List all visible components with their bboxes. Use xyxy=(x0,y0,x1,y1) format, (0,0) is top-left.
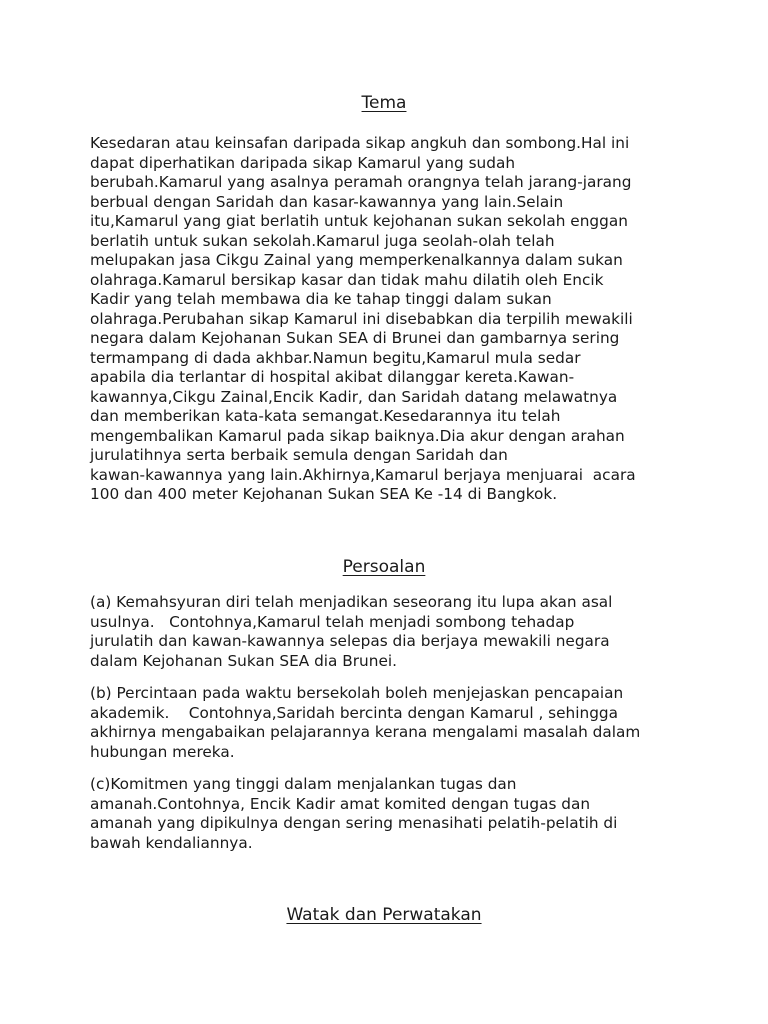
text-line: itu,Kamarul yang giat berlatih untuk kejohanan sukan sekolah enggan xyxy=(90,212,628,230)
text-line: olahraga.Kamarul bersikap kasar dan tidak mahu dilatih oleh Encik xyxy=(90,270,604,289)
persoalan-item-c xyxy=(90,775,682,853)
text-line: mengembalikan Kamarul pada sikap baiknya.Dia akur dengan arahan xyxy=(90,426,625,445)
text-line: melupakan jasa Cikgu Zainal yang memperkenalkannya dalam sukan xyxy=(90,251,623,269)
tema-paragraph xyxy=(90,134,682,505)
text-line: kawan-kawannya yang lain.Akhirnya,Kamarul berjaya menjuarai acara xyxy=(90,465,636,484)
text-line: apabila dia terlantar di hospital akibat dilanggar kereta.Kawan- xyxy=(90,368,575,386)
persoalan-heading: Persoalan xyxy=(342,557,426,577)
text-line: hubungan mereka. xyxy=(90,742,235,761)
text-line: berbual dengan Saridah dan kasar-kawannya yang lain.Selain xyxy=(90,192,564,211)
text-line: berlatih untuk sukan sekolah.Kamarul juga seolah-olah telah xyxy=(90,231,555,250)
text-line: dan memberikan kata-kata semangat.Kesedarannya itu telah xyxy=(90,407,561,425)
persoalan-item-b xyxy=(90,684,682,762)
text-line: jurulatih dan kawan-kawannya selepas dia berjaya mewakili negara xyxy=(90,632,610,650)
text-line: bawah kendaliannya. xyxy=(90,833,253,852)
text-line: dalam Kejohanan Sukan SEA dia Brunei. xyxy=(90,651,397,670)
tema-heading: Tema xyxy=(361,93,407,113)
text-line: amanah.Contohnya, Encik Kadir amat komited dengan tugas dan xyxy=(90,794,591,813)
text-line: jurulatihnya serta berbaik semula dengan Saridah dan xyxy=(90,446,508,464)
text-line: termampang di dada akhbar.Namun begitu,Kamarul mula sedar xyxy=(90,348,581,367)
text-line: akademik. Contohnya,Saridah bercinta dengan Kamarul , sehingga xyxy=(90,703,618,722)
persoalan-item-a xyxy=(90,593,682,671)
text-line: akhirnya mengabaikan pelajarannya kerana mengalami masalah dalam xyxy=(90,723,641,741)
text-line: Kesedaran atau keinsafan daripada sikap angkuh dan sombong.Hal ini xyxy=(90,134,630,152)
text-line: kawannya,Cikgu Zainal,Encik Kadir, dan Saridah datang melawatnya xyxy=(90,387,618,406)
text-line: amanah yang dipikulnya dengan sering menasihati pelatih-pelatih di xyxy=(90,814,618,832)
watak-heading: Watak dan Perwatakan xyxy=(286,905,482,925)
text-line: usulnya. Contohnya,Kamarul telah menjadi sombong tehadap xyxy=(90,612,575,631)
text-line: (c)Komitmen yang tinggi dalam menjalankan tugas dan xyxy=(90,775,517,793)
text-line: Kadir yang telah membawa dia ke tahap tinggi dalam sukan xyxy=(90,290,552,308)
text-line: 100 dan 400 meter Kejohanan Sukan SEA Ke -14 di Bangkok. xyxy=(90,485,558,503)
text-line: (a) Kemahsyuran diri telah menjadikan seseorang itu lupa akan asal xyxy=(90,593,613,611)
text-line: (b) Percintaan pada waktu bersekolah boleh menjejaskan pencapaian xyxy=(90,684,624,702)
text-line: dapat diperhatikan daripada sikap Kamarul yang sudah xyxy=(90,153,516,172)
text-line: negara dalam Kejohanan Sukan SEA di Brunei dan gambarnya sering xyxy=(90,329,620,347)
text-line: berubah.Kamarul yang asalnya peramah orangnya telah jarang-jarang xyxy=(90,173,632,191)
text-line: olahraga.Perubahan sikap Kamarul ini disebabkan dia terpilih mewakili xyxy=(90,309,633,328)
